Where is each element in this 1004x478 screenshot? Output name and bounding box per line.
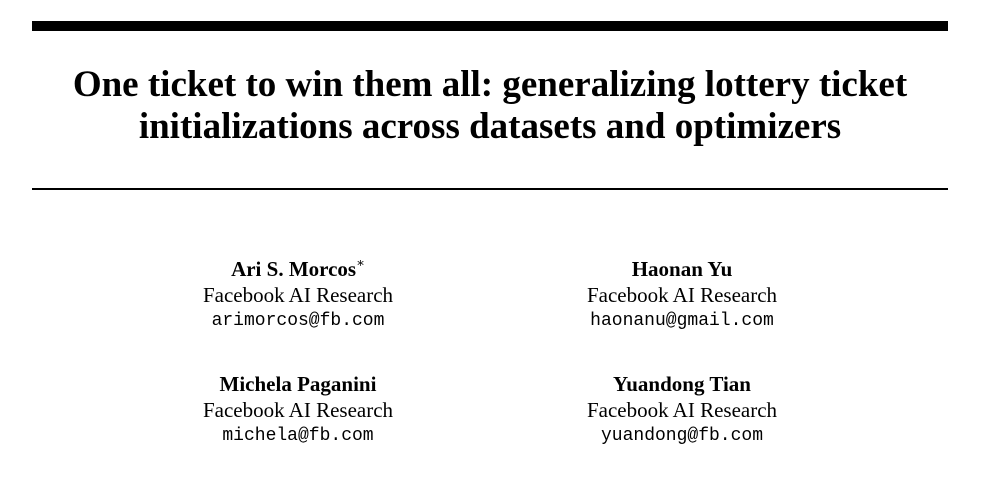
author-name (128, 256, 468, 282)
author-name: Haonan Yu (631, 257, 733, 281)
paper-title (0, 64, 980, 148)
author-block-yu (512, 256, 852, 334)
author-affiliation: Facebook AI Research (202, 398, 394, 422)
author-name: Yuandong Tian (613, 372, 751, 396)
author-name-text: Ari S. Morcos (231, 257, 357, 281)
author-name: Michela Paganini (219, 372, 377, 396)
author-block-morcos (128, 256, 468, 334)
paper-title-line-1: One ticket to win them all: generalizing lottery ticket (72, 64, 908, 105)
author-block-paganini (128, 371, 468, 449)
author-affiliation: Facebook AI Research (586, 283, 778, 307)
title-top-rule (32, 21, 948, 31)
footnote-mark: ∗ (356, 255, 365, 270)
paper-title-line-2: initializations across datasets and optimizers (138, 106, 842, 147)
author-email[interactable]: yuandong@fb.com (600, 426, 764, 446)
author-email[interactable]: haonanu@gmail.com (590, 311, 774, 331)
author-block-tian (512, 371, 852, 449)
title-bottom-rule (32, 188, 948, 190)
author-affiliation: Facebook AI Research (202, 283, 394, 307)
author-affiliation: Facebook AI Research (586, 398, 778, 422)
author-email[interactable]: michela@fb.com (222, 426, 374, 446)
author-email[interactable]: arimorcos@fb.com (211, 311, 385, 331)
